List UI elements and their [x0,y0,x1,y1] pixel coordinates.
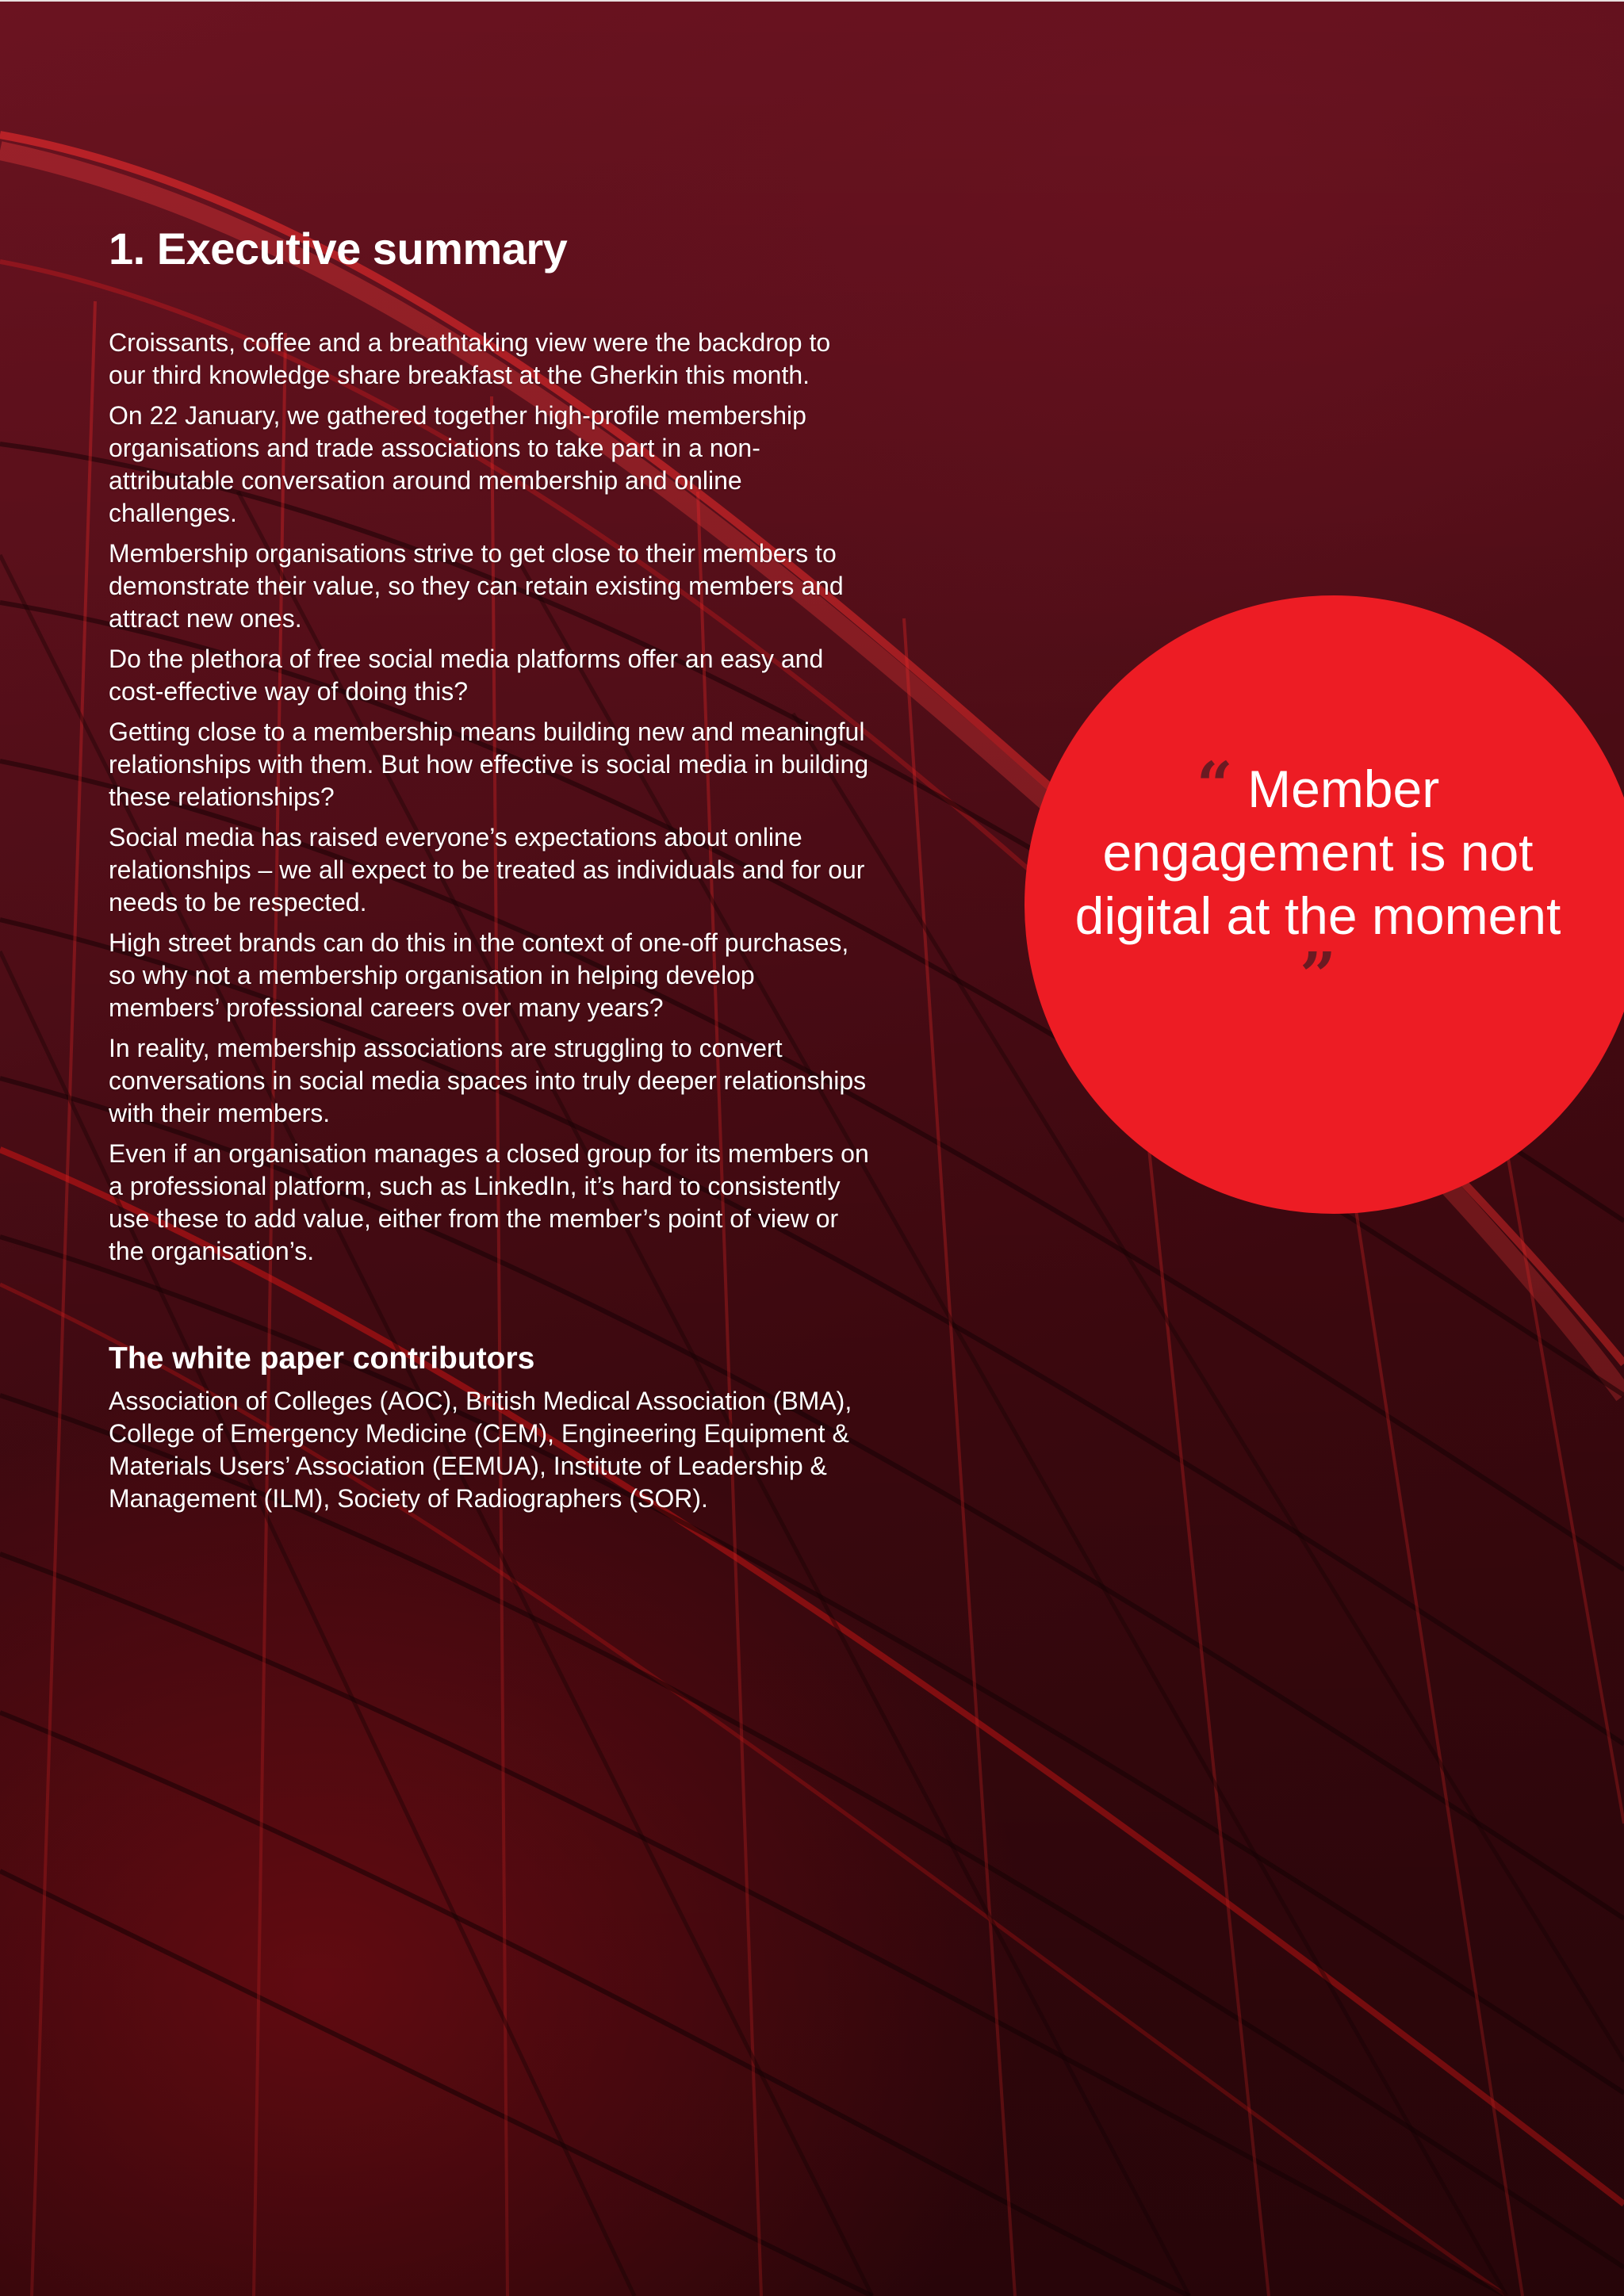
summary-paragraph: Social media has raised everyone’s expectations about online relationships – we all expect to be treated as individuals and for our needs to be respected. [109,823,865,916]
pull-quote-circle [1025,595,1624,1214]
summary-paragraph: In reality, membership associations are struggling to convert conversations in social media spaces into truly deeper relationships with their members. [109,1034,867,1127]
executive-summary-section [109,220,870,1523]
summary-paragraph: High street brands can do this in the context of one-off purchases, so why not a membership organisation in helping develop members’ professional careers over many years? [109,928,849,1022]
summary-paragraph: Even if an organisation manages a closed group for its members on a professional platform, such as LinkedIn, it’s hard to consistently use these to add value, either from the member’s point of view or the organisation’s. [109,1139,869,1265]
summary-paragraph: Croissants, coffee and a breathtaking view were the backdrop to our third knowledge share breakfast at the Gherkin this month. [109,328,831,389]
pull-quote [1072,748,1564,1012]
open-quote-mark: “ [1196,748,1233,822]
top-border [0,0,1624,2]
contributors-list: Association of Colleges (AOC), British Medical Association (BMA), College of Emergency Medicine (CEM), Engineering Equipment & Materials Users’ Association (EEMUA), Institute of Leadership & Management (ILM), Society of Radiographers (SOR). [109,1387,852,1513]
contributors-heading: The white paper contributors [109,1341,535,1376]
close-quote-mark: ” [1299,938,1336,1012]
pull-quote-text: Member engagement is not digital at the moment [1074,760,1561,945]
summary-paragraph: Do the plethora of free social media platforms offer an easy and cost-effective way of doing this? [109,645,824,706]
summary-paragraph: On 22 January, we gathered together high-profile membership organisations and trade associations to take part in a non-attributable conversation around membership and online challenges. [109,401,806,527]
summary-paragraph: Getting close to a membership means building new and meaningful relationships with them. But how effective is social media in building these relationships? [109,718,869,811]
summary-paragraph: Membership organisations strive to get close to their members to demonstrate their value, so they can retain existing members and attract new ones. [109,539,844,633]
section-title: 1. Executive summary [109,224,568,274]
